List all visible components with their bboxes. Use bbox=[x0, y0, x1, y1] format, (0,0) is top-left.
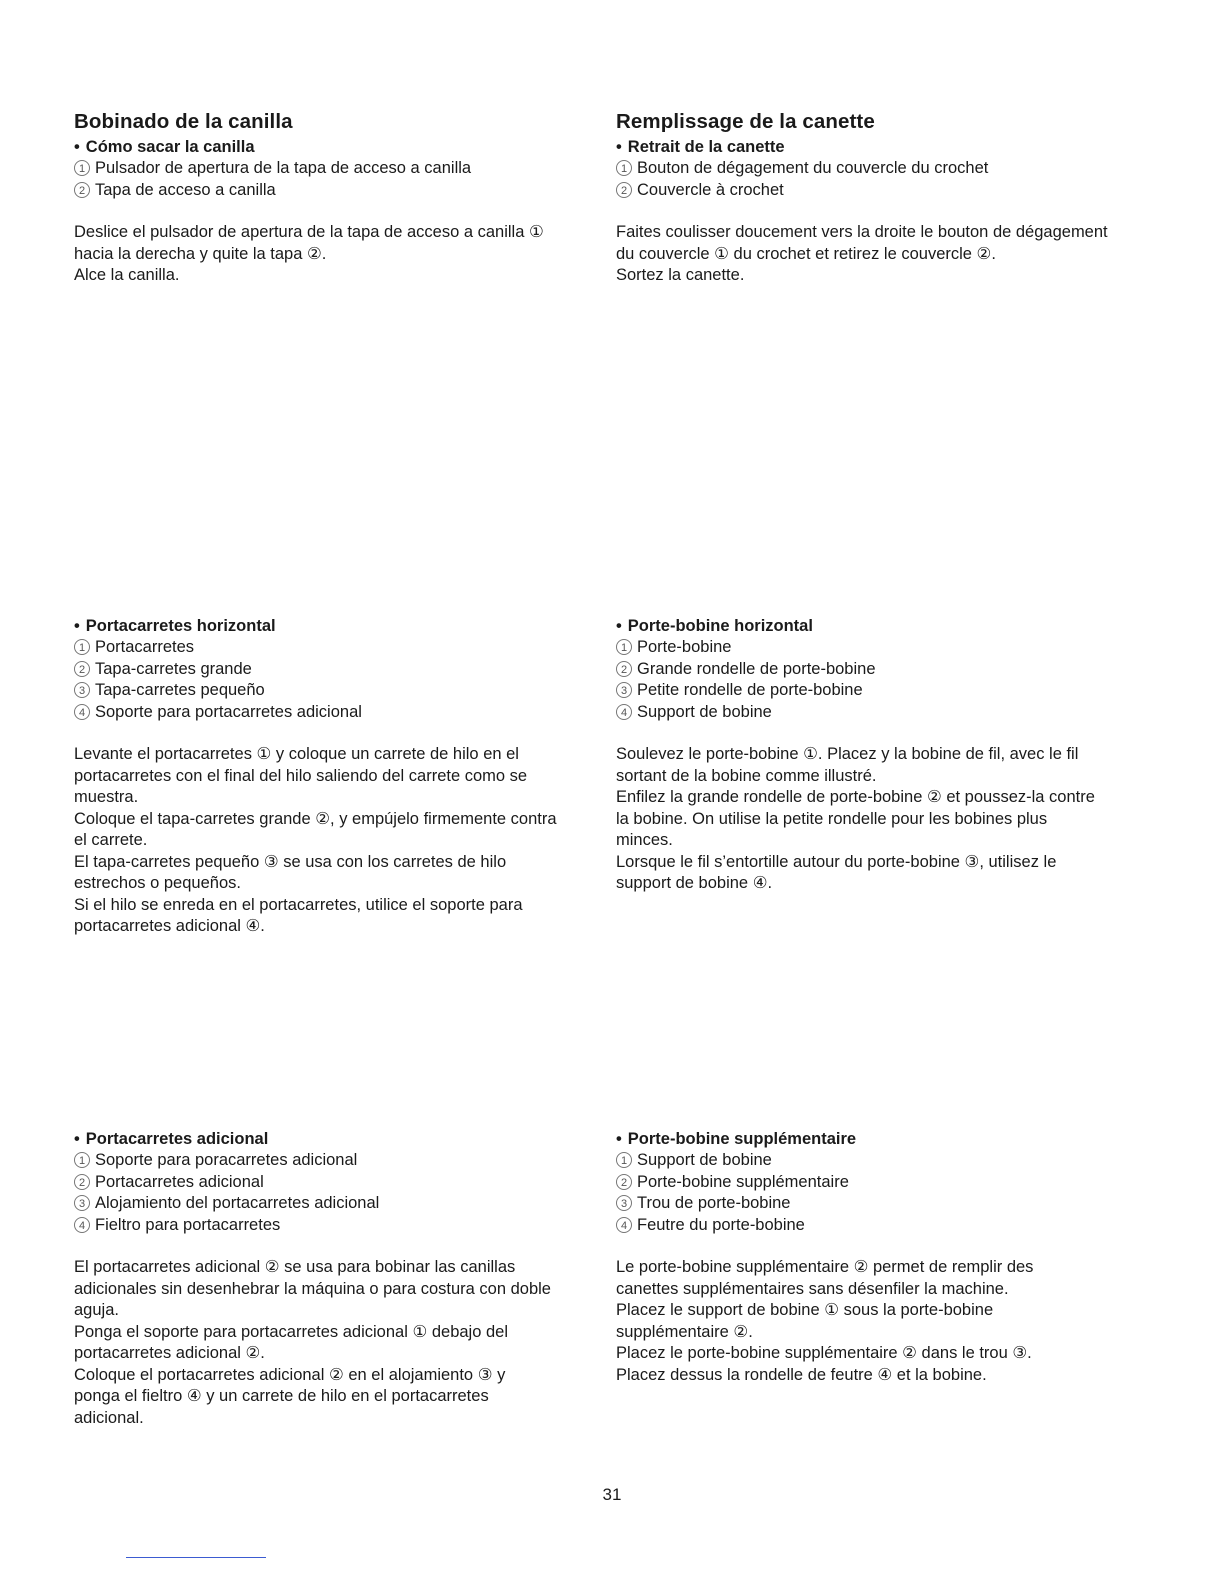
es-part-item-1 bbox=[74, 637, 604, 659]
bullet: • bbox=[616, 617, 622, 635]
es-subtitle-text: Portacarretes horizontal bbox=[85, 617, 276, 635]
circled-number-4: 4 bbox=[74, 1217, 90, 1233]
page-number: 31 bbox=[602, 1485, 622, 1504]
part-label: Soporte para portacarretes adicional bbox=[95, 702, 362, 721]
circled-number-2: 2 bbox=[616, 661, 632, 677]
fr-instruction-line: canettes supplémentaires sans désenfiler la machine. bbox=[616, 1279, 1009, 1298]
fr-part-item-4 bbox=[616, 1215, 1146, 1237]
es-subtitle-text: Cómo sacar la canilla bbox=[85, 138, 255, 156]
circled-number-3: 3 bbox=[74, 1195, 90, 1211]
part-label: Alojamiento del portacarretes adicional bbox=[95, 1194, 380, 1212]
fr-instruction-line: la bobine. On utilise la petite rondelle pour les bobines plus bbox=[616, 809, 1048, 828]
circled-number-1: 1 bbox=[616, 160, 632, 176]
part-label: Bouton de dégagement du couvercle du crochet bbox=[637, 159, 989, 177]
es-part-item-3 bbox=[74, 1193, 604, 1215]
part-label: Porte-bobine bbox=[637, 638, 732, 656]
fr-part-item-2 bbox=[616, 180, 1146, 202]
fr-additional-spool-section bbox=[616, 1129, 1146, 1386]
es-instruction-line: Alce la canilla. bbox=[74, 266, 180, 284]
fr-subsection-title bbox=[616, 137, 1146, 158]
es-instruction-line: portacarretes con el final del hilo saliendo del carrete como se bbox=[74, 766, 528, 785]
es-bobbin-section bbox=[74, 110, 604, 287]
fr-subsection-title bbox=[616, 1129, 1146, 1150]
es-subtitle-text: Portacarretes adicional bbox=[85, 1130, 269, 1148]
part-label: Tapa-carretes pequeño bbox=[95, 681, 265, 699]
circled-number-2: 2 bbox=[616, 1174, 632, 1190]
fr-instruction-line: support de bobine ④. bbox=[616, 874, 773, 892]
fr-bobbin-section bbox=[616, 110, 1146, 287]
circled-number-1: 1 bbox=[616, 1152, 632, 1168]
fr-instruction-line: du couvercle ① du crochet et retirez le couvercle ②. bbox=[616, 244, 996, 263]
circled-number-2: 2 bbox=[74, 661, 90, 677]
fr-instruction-line: Sortez la canette. bbox=[616, 266, 745, 284]
fr-subtitle-text: Retrait de la canette bbox=[627, 138, 785, 156]
es-instruction-line: estrechos o pequeños. bbox=[74, 874, 241, 892]
es-part-item-2 bbox=[74, 180, 604, 202]
fr-part-item-1 bbox=[616, 158, 1146, 180]
bullet: • bbox=[616, 138, 622, 156]
es-instruction-line: portacarretes adicional ②. bbox=[74, 1344, 265, 1362]
part-label: Grande rondelle de porte-bobine bbox=[637, 659, 876, 678]
part-label: Tapa de acceso a canilla bbox=[95, 180, 276, 199]
spacer bbox=[616, 1236, 1146, 1257]
circled-number-3: 3 bbox=[74, 682, 90, 698]
fr-part-item-2 bbox=[616, 1172, 1146, 1194]
footer-rule bbox=[126, 1557, 266, 1558]
es-instruction-line: Coloque el tapa-carretes grande ②, y empújelo firmemente contra bbox=[74, 809, 557, 828]
part-label: Support de bobine bbox=[637, 702, 772, 721]
part-label: Portacarretes bbox=[95, 638, 195, 656]
es-part-item-2 bbox=[74, 1172, 604, 1194]
circled-number-1: 1 bbox=[74, 639, 90, 655]
es-instruction-line: aguja. bbox=[74, 1301, 119, 1319]
part-label: Feutre du porte-bobine bbox=[637, 1215, 805, 1234]
fr-instruction-line: Lorsque le fil s’entortille autour du porte-bobine ③, utilisez le bbox=[616, 852, 1057, 871]
fr-instruction-line: Faites coulisser doucement vers la droite le bouton de dégagement bbox=[616, 223, 1108, 241]
es-instruction-line: Levante el portacarretes ① y coloque un carrete de hilo en el bbox=[74, 745, 519, 763]
circled-number-3: 3 bbox=[616, 1195, 632, 1211]
es-instruction-line: Deslice el pulsador de apertura de la tapa de acceso a canilla ① bbox=[74, 223, 544, 241]
part-label: Porte-bobine supplémentaire bbox=[637, 1172, 849, 1191]
es-part-item-1 bbox=[74, 1150, 604, 1172]
circled-number-2: 2 bbox=[74, 1174, 90, 1190]
es-part-item-4 bbox=[74, 702, 604, 724]
part-label: Trou de porte-bobine bbox=[637, 1194, 791, 1212]
part-label: Petite rondelle de porte-bobine bbox=[637, 681, 863, 699]
fr-horizontal-spool-section bbox=[616, 616, 1146, 895]
es-instruction-line: El tapa-carretes pequeño ③ se usa con los carretes de hilo bbox=[74, 852, 507, 871]
circled-number-3: 3 bbox=[616, 682, 632, 698]
es-subsection-title bbox=[74, 137, 604, 158]
fr-instruction-line: minces. bbox=[616, 831, 673, 849]
part-label: Fieltro para portacarretes bbox=[95, 1215, 281, 1234]
es-horizontal-spool-section bbox=[74, 616, 604, 938]
es-instruction-line: adicionales sin desenhebrar la máquina o para costura con doble bbox=[74, 1279, 551, 1298]
es-part-item-1 bbox=[74, 158, 604, 180]
fr-subtitle-text: Porte-bobine supplémentaire bbox=[627, 1130, 857, 1148]
circled-number-1: 1 bbox=[74, 1152, 90, 1168]
fr-subtitle-text: Porte-bobine horizontal bbox=[627, 617, 813, 635]
es-section-title: Bobinado de la canilla bbox=[74, 110, 293, 133]
es-part-item-2 bbox=[74, 659, 604, 681]
es-part-item-4 bbox=[74, 1215, 604, 1237]
fr-part-item-1 bbox=[616, 1150, 1146, 1172]
es-instruction-line: muestra. bbox=[74, 788, 139, 806]
es-instruction-line: Ponga el soporte para portacarretes adicional ① debajo del bbox=[74, 1322, 508, 1341]
spacer bbox=[74, 1236, 604, 1257]
bullet: • bbox=[74, 138, 80, 156]
es-additional-spool-section bbox=[74, 1129, 604, 1429]
part-label: Pulsador de apertura de la tapa de acceso a canilla bbox=[95, 159, 472, 177]
part-label: Tapa-carretes grande bbox=[95, 659, 252, 678]
fr-instruction-line: Placez dessus la rondelle de feutre ④ et la bobine. bbox=[616, 1365, 987, 1384]
es-instruction-line: adicional. bbox=[74, 1408, 144, 1427]
spacer bbox=[74, 201, 604, 222]
part-label: Support de bobine bbox=[637, 1151, 772, 1169]
circled-number-4: 4 bbox=[616, 1217, 632, 1233]
fr-part-item-2 bbox=[616, 659, 1146, 681]
fr-part-item-3 bbox=[616, 1193, 1146, 1215]
es-instruction-line: hacia la derecha y quite la tapa ②. bbox=[74, 244, 327, 263]
circled-number-2: 2 bbox=[74, 182, 90, 198]
bullet: • bbox=[74, 617, 80, 635]
spacer bbox=[616, 723, 1146, 744]
es-instruction-line: el carrete. bbox=[74, 831, 148, 849]
es-instruction-line: portacarretes adicional ④. bbox=[74, 917, 265, 935]
part-label: Soporte para poracarretes adicional bbox=[95, 1151, 358, 1169]
fr-instruction-line: Placez le porte-bobine supplémentaire ② dans le trou ③. bbox=[616, 1344, 1032, 1362]
circled-number-1: 1 bbox=[616, 639, 632, 655]
fr-part-item-3 bbox=[616, 680, 1146, 702]
fr-instruction-line: Le porte-bobine supplémentaire ② permet de remplir des bbox=[616, 1258, 1034, 1276]
bullet: • bbox=[616, 1130, 622, 1148]
es-instruction-line: ponga el fieltro ④ y un carrete de hilo en el portacarretes bbox=[74, 1387, 489, 1405]
es-subsection-title bbox=[74, 616, 604, 637]
part-label: Portacarretes adicional bbox=[95, 1172, 264, 1191]
es-instruction-line: El portacarretes adicional ② se usa para bobinar las canillas bbox=[74, 1258, 516, 1276]
fr-instruction-line: supplémentaire ②. bbox=[616, 1322, 753, 1341]
circled-number-4: 4 bbox=[74, 704, 90, 720]
part-label: Couvercle à crochet bbox=[637, 180, 784, 199]
fr-part-item-4 bbox=[616, 702, 1146, 724]
fr-instruction-line: Soulevez le porte-bobine ①. Placez y la bobine de fil, avec le fil bbox=[616, 745, 1079, 763]
circled-number-2: 2 bbox=[616, 182, 632, 198]
fr-subsection-title bbox=[616, 616, 1146, 637]
bullet: • bbox=[74, 1130, 80, 1148]
fr-instruction-line: sortant de la bobine comme illustré. bbox=[616, 766, 877, 785]
fr-section-title: Remplissage de la canette bbox=[616, 110, 875, 133]
es-instruction-line: Si el hilo se enreda en el portacarretes, utilice el soporte para bbox=[74, 895, 523, 914]
circled-number-1: 1 bbox=[74, 160, 90, 176]
spacer bbox=[74, 723, 604, 744]
es-part-item-3 bbox=[74, 680, 604, 702]
spacer bbox=[616, 201, 1146, 222]
es-subsection-title bbox=[74, 1129, 604, 1150]
fr-part-item-1 bbox=[616, 637, 1146, 659]
circled-number-4: 4 bbox=[616, 704, 632, 720]
fr-instruction-line: Placez le support de bobine ① sous la porte-bobine bbox=[616, 1301, 994, 1319]
fr-instruction-line: Enfilez la grande rondelle de porte-bobine ② et poussez-la contre bbox=[616, 788, 1095, 806]
es-instruction-line: Coloque el portacarretes adicional ② en el alojamiento ③ y bbox=[74, 1365, 506, 1384]
